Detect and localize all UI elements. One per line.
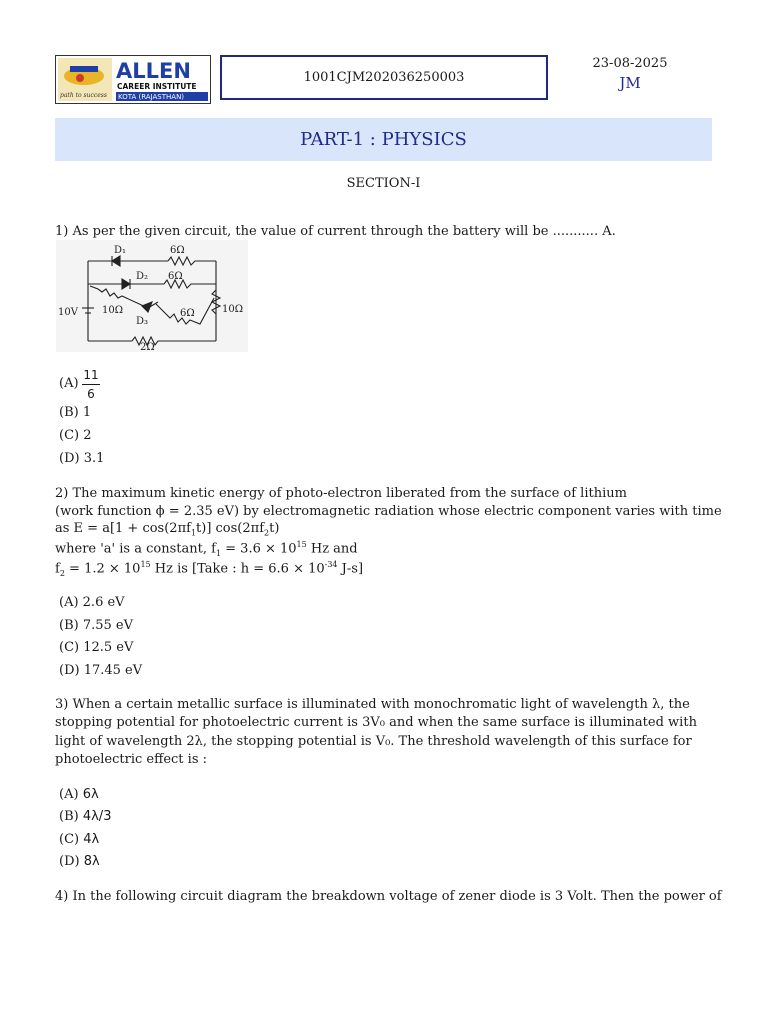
svg-text:2Ω: 2Ω	[140, 342, 155, 352]
q1-option-a-numerator: 11	[83, 368, 99, 382]
q1-option-b: (B) 1	[59, 405, 92, 420]
svg-text:6Ω: 6Ω	[170, 245, 185, 256]
svg-text:D₁: D₁	[114, 245, 127, 256]
q1-option-a-label: (A)	[59, 376, 79, 391]
q1-option-c: (C) 2	[59, 428, 92, 443]
q3-option-b: (B) 4λ/3	[59, 809, 112, 824]
logo-tagline: path to success	[60, 92, 107, 99]
q4-stem: 4) In the following circuit diagram the breakdown voltage of zener diode is 3 Volt. Then the power of	[55, 889, 722, 904]
svg-text:D₃: D₃	[136, 316, 149, 327]
fraction-bar	[82, 384, 100, 385]
q3-line-1: 3) When a certain metallic surface is illuminated with monochromatic light of wavelength λ, the	[55, 697, 690, 712]
q2-line-4: where 'a' is a constant, $f_1 = 3.6 \times 10^{15}$ Hz and	[55, 540, 358, 558]
q2-line-1: 2) The maximum kinetic energy of photo-electron liberated from the surface of lithium	[55, 486, 627, 501]
logo-line2: KOTA (RAJASTHAN)	[118, 93, 185, 101]
q3-line-4: photoelectric effect is :	[55, 752, 208, 767]
allen-logo	[55, 55, 211, 104]
svg-text:D₂: D₂	[136, 271, 149, 282]
logo-brand: ALLEN	[116, 59, 191, 83]
q1-stem: 1) As per the given circuit, the value of current through the battery will be ........... A.	[55, 224, 616, 239]
part-title-banner	[55, 118, 712, 161]
q2-option-b: (B) 7.55 eV	[59, 618, 133, 633]
q3-option-c: (C) 4λ	[59, 832, 100, 847]
exam-date: 23-08-2025	[592, 56, 668, 71]
svg-text:10Ω: 10Ω	[102, 305, 124, 316]
q2-option-a: (A) 2.6 eV	[59, 595, 125, 610]
svg-text:10Ω: 10Ω	[222, 304, 244, 315]
section-title: SECTION-I	[346, 176, 421, 191]
q1-option-a-fraction	[82, 368, 100, 401]
q3-line-2: stopping potential for photoelectric current is 3V₀ and when the same surface is illuminated with	[55, 715, 697, 730]
svg-text:6Ω: 6Ω	[168, 271, 183, 282]
q1-battery-label: 10V	[58, 307, 78, 318]
q2-line-3: as $E = a[1 + \cos(2\pi f_1t)]$ $\cos(2\pi f_2t)$	[55, 521, 280, 538]
q1-circuit-diagram	[56, 240, 248, 352]
q3-option-d: (D) 8λ	[59, 854, 100, 869]
logo-line1: CAREER INSTITUTE	[117, 82, 197, 91]
q1-option-a-denominator: 6	[87, 387, 95, 401]
paper-id-box	[220, 55, 548, 100]
q3-line-3: light of wavelength 2λ, the stopping potential is V₀. The threshold wavelength of this surface for	[55, 734, 692, 749]
q1-option-d: (D) 3.1	[59, 451, 105, 466]
q2-line-5: $f_2 = 1.2 \times 10^{15}$ Hz is [Take : $h = 6.6 \times 10^{-34}$ J-s]	[55, 560, 364, 578]
q3-option-a: (A) 6λ	[59, 787, 99, 802]
svg-text:6Ω: 6Ω	[180, 308, 195, 319]
q2-option-d: (D) 17.45 eV	[59, 663, 143, 678]
q2-option-c: (C) 12.5 eV	[59, 640, 134, 655]
allen-logo-graphic	[56, 56, 210, 103]
stream-code: JM	[619, 74, 641, 92]
paper-id: 1001CJM202036250003	[303, 70, 465, 85]
part-title: PART-1 : PHYSICS	[300, 129, 467, 150]
q2-line-2: (work function ϕ = 2.35 eV) by electromagnetic radiation whose electric component varies with time	[55, 504, 722, 519]
